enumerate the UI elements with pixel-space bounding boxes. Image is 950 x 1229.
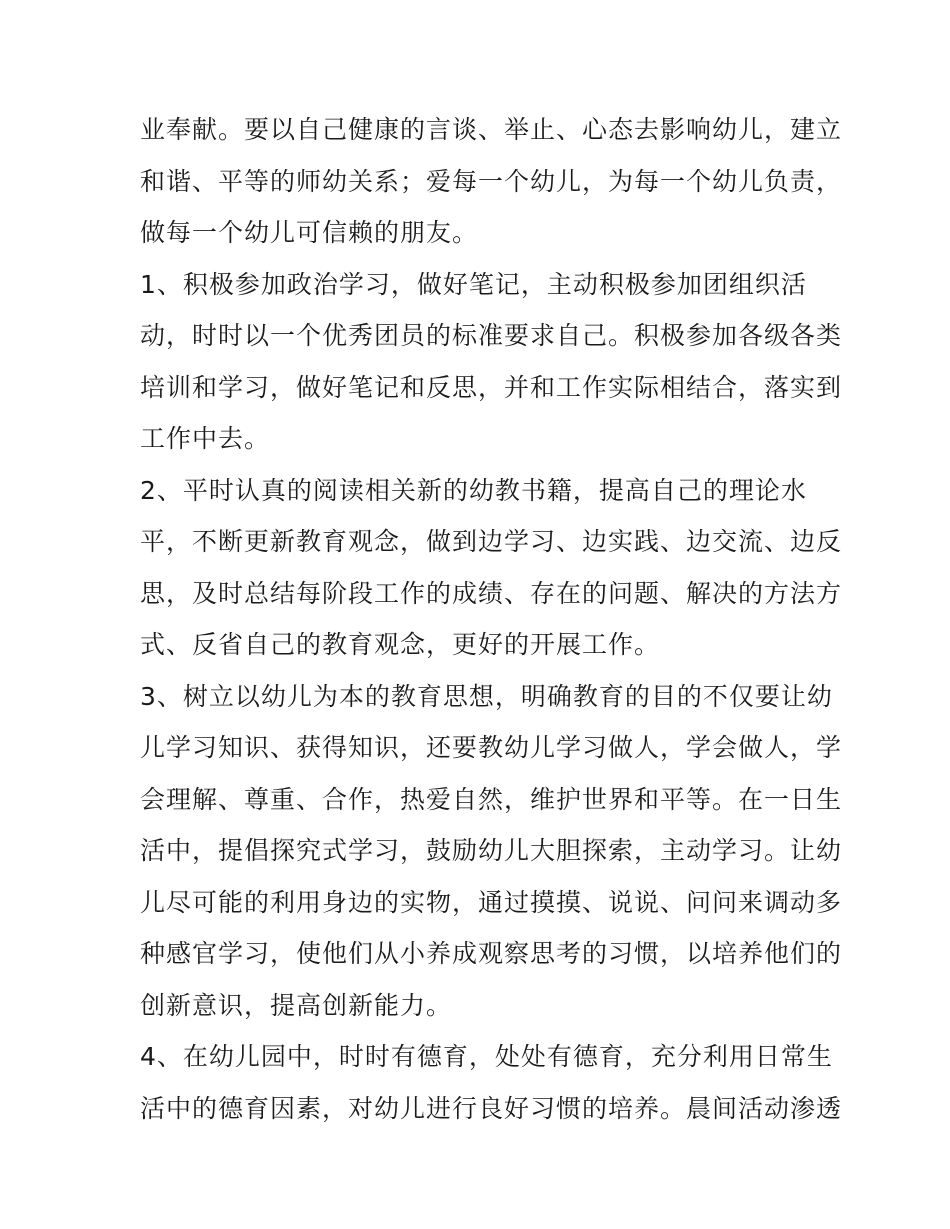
text-line: 和谐、平等的师幼关系；爱每一个幼儿，为每一个幼儿负责， [140,167,843,196]
text-line: 活中，提倡探究式学习，鼓励幼儿大胆探索，主动学习。让幼 [140,836,843,865]
text-line: 思，及时总结每阶段工作的成绩、存在的问题、解决的方法方 [140,579,843,608]
text-line: 培训和学习，做好笔记和反思，并和工作实际相结合，落实到 [140,373,843,402]
text-line: 式、反省自己的教育观念，更好的开展工作。 [140,630,661,659]
text-line: 2、平时认真的阅读相关新的幼教书籍，提高自己的理论水 [140,476,807,505]
text-line: 工作中去。 [140,424,271,453]
text-line: 平，不断更新教育观念，做到边学习、边实践、边交流、边反 [140,527,843,556]
text-line: 1、积极参加政治学习，做好笔记，主动积极参加团组织活 [140,270,807,299]
text-line: 4、在幼儿园中，时时有德育，处处有德育，充分利用日常生 [140,1042,833,1071]
text-line: 创新意识，提高创新能力。 [140,991,453,1020]
text-line: 做每一个幼儿可信赖的朋友。 [140,218,479,247]
text-line: 会理解、尊重、合作，热爱自然，维护世界和平等。在一日生 [140,785,843,814]
text-line: 儿尽可能的利用身边的实物，通过摸摸、说说、问问来调动多 [140,888,843,917]
text-line: 3、树立以幼儿为本的教育思想，明确教育的目的不仅要让幼 [140,682,833,711]
text-line: 活中的德育因素，对幼儿进行良好习惯的培养。晨间活动渗透 [140,1094,843,1123]
text-line: 儿学习知识、获得知识，还要教幼儿学习做人，学会做人，学 [140,733,843,762]
text-line: 种感官学习，使他们从小养成观察思考的习惯，以培养他们的 [140,939,843,968]
text-line: 动，时时以一个优秀团员的标准要求自己。积极参加各级各类 [140,321,843,350]
text-line: 业奉献。要以自己健康的言谈、举止、心态去影响幼儿，建立 [140,115,843,144]
